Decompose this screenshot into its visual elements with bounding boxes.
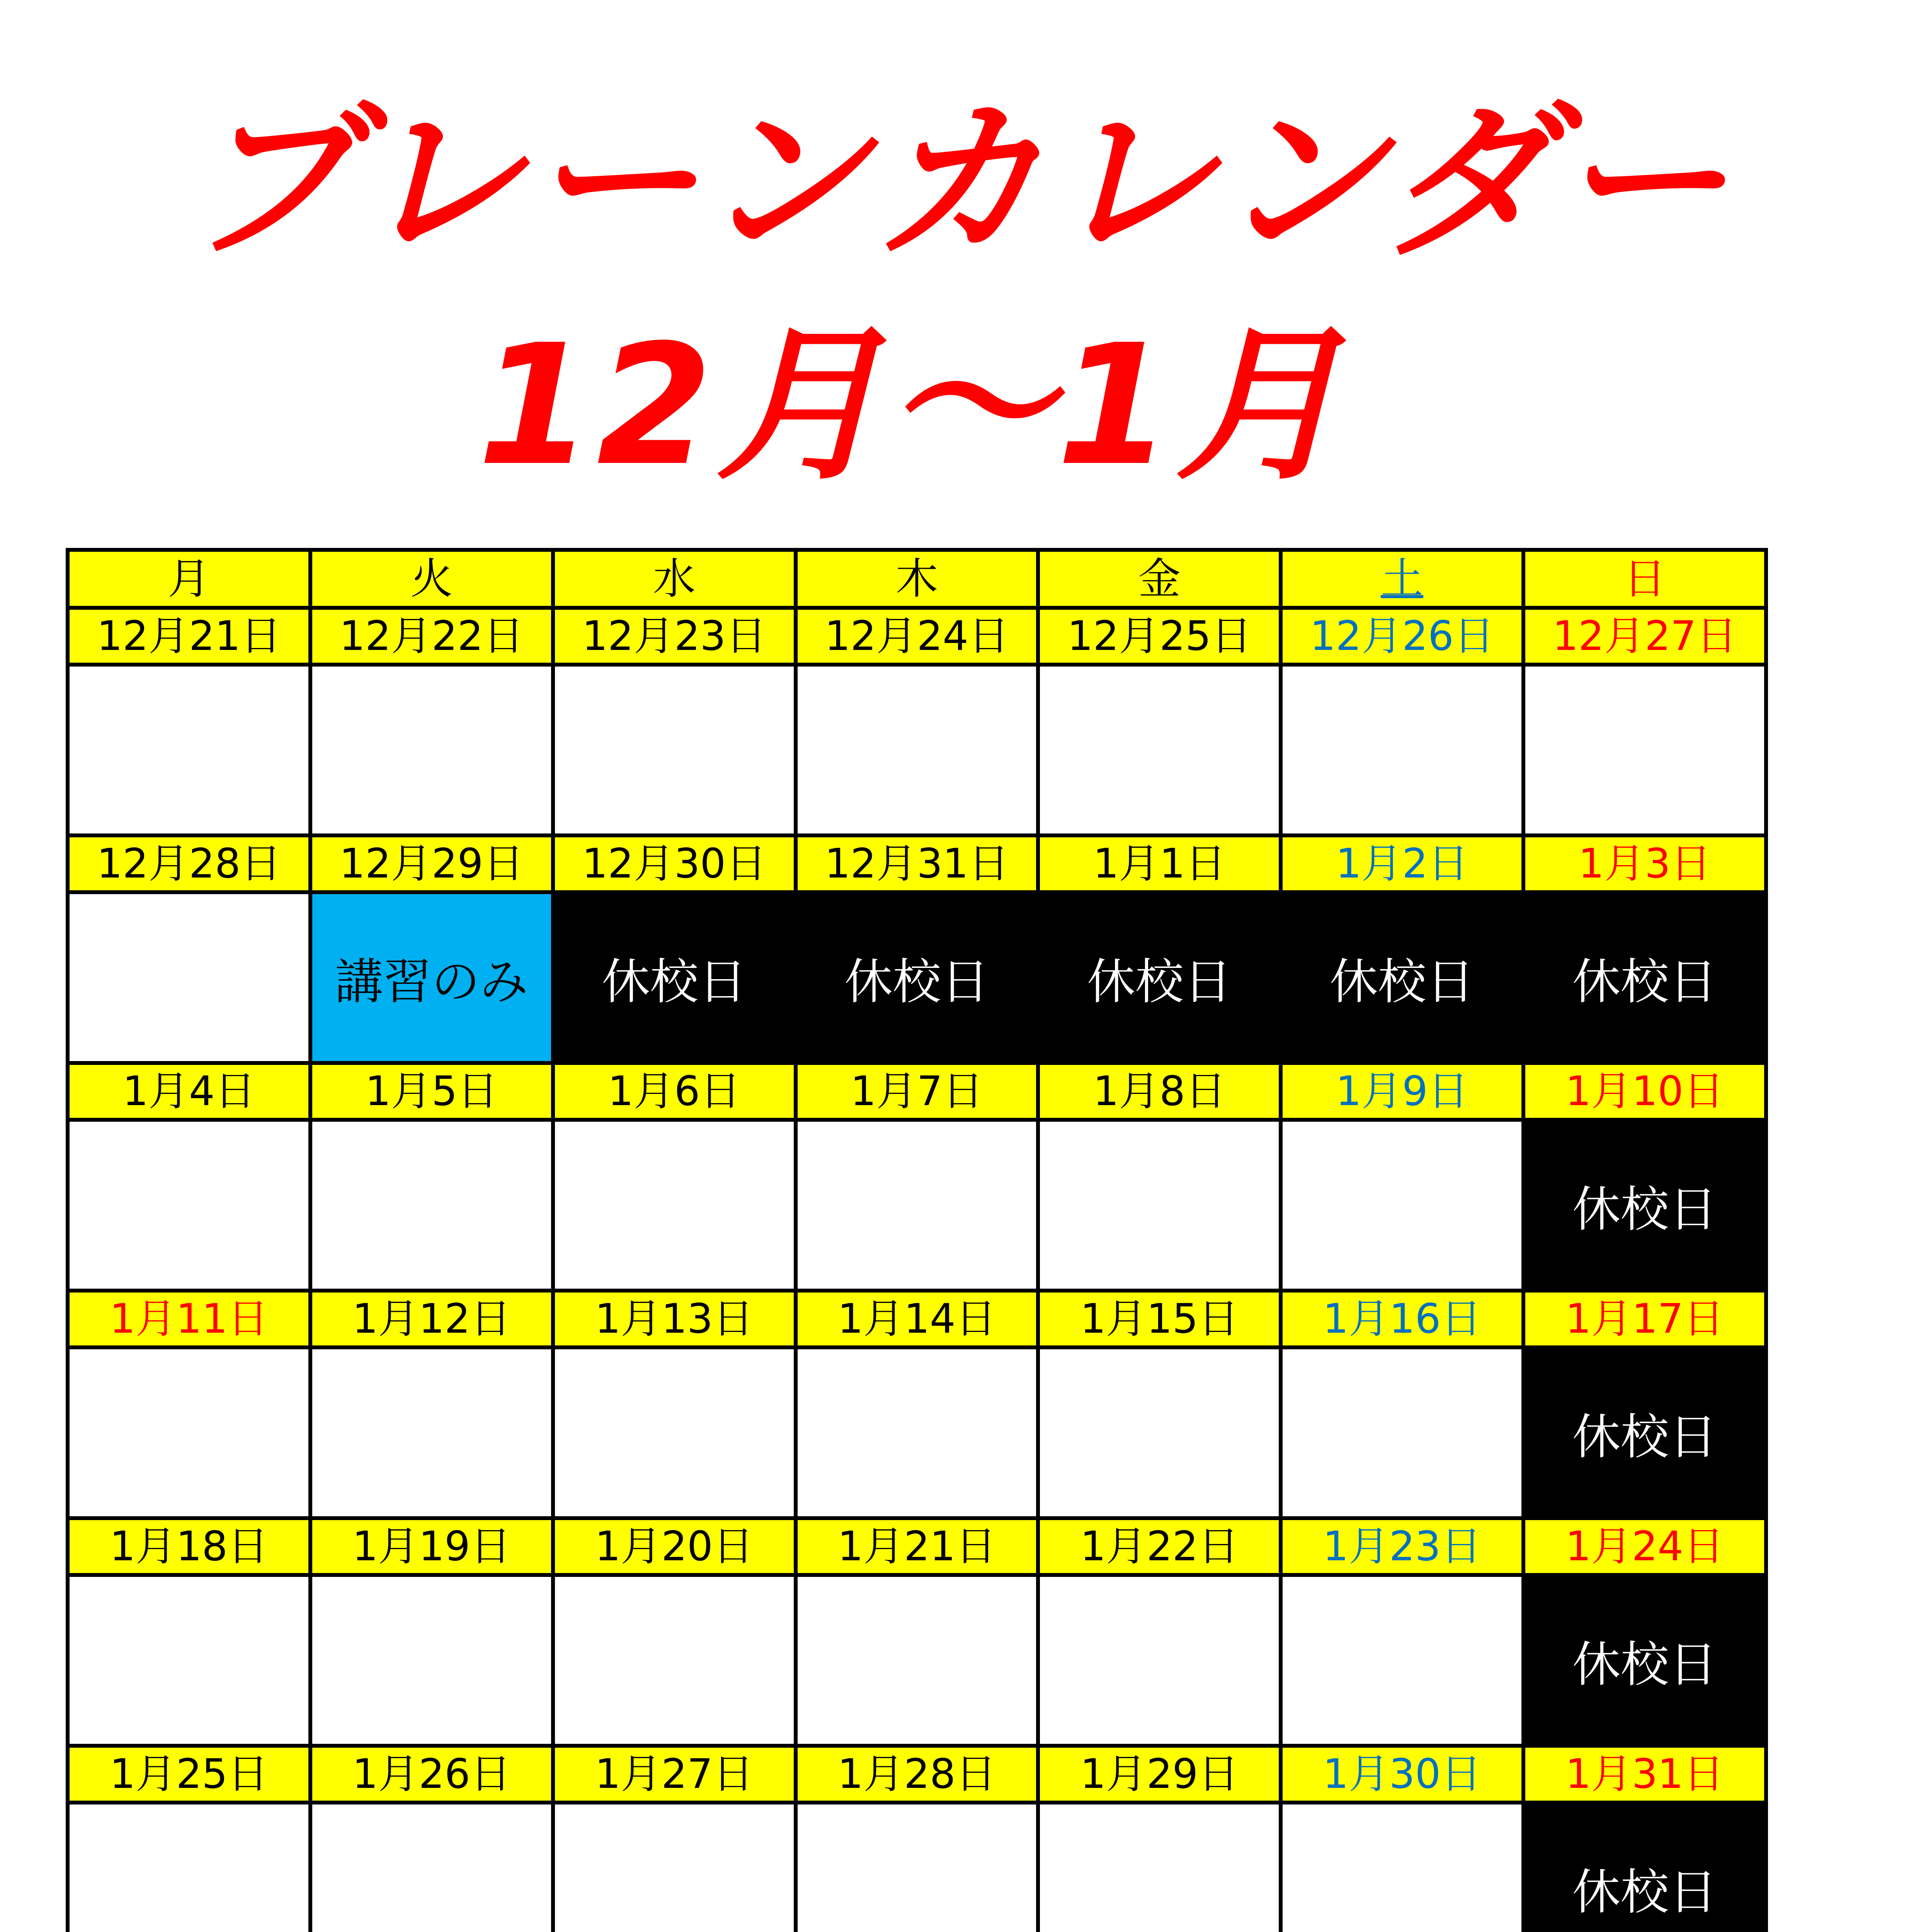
weekday-thu: 木 bbox=[796, 550, 1038, 608]
schedule-cell-sun bbox=[1523, 665, 1766, 835]
date-cell-sun: 1月31日 bbox=[1523, 1746, 1766, 1803]
schedule-cell-sat bbox=[1281, 1803, 1523, 1932]
schedule-row bbox=[68, 1575, 1766, 1746]
date-cell-thu: 1月21日 bbox=[796, 1518, 1038, 1575]
schedule-row bbox=[68, 1120, 1766, 1291]
weekday-wed: 水 bbox=[553, 550, 796, 608]
schedule-cell-sat bbox=[1281, 1575, 1523, 1746]
schedule-row bbox=[68, 892, 1766, 1063]
schedule-cell-thu bbox=[796, 665, 1038, 835]
date-cell-wed: 1月27日 bbox=[553, 1746, 796, 1803]
page-subtitle-period: 12月〜1月 bbox=[477, 309, 1346, 502]
date-cell-fri: 1月22日 bbox=[1038, 1518, 1281, 1575]
date-cell-sat: 12月26日 bbox=[1281, 608, 1523, 665]
schedule-cell-wed: 休校日 bbox=[553, 892, 796, 1063]
date-row bbox=[68, 1063, 1766, 1120]
date-cell-tue: 12月22日 bbox=[310, 608, 553, 665]
calendar-table bbox=[66, 548, 1768, 1932]
date-cell-tue: 1月5日 bbox=[310, 1063, 553, 1120]
schedule-cell-tue bbox=[310, 1803, 553, 1932]
schedule-cell-sun: 休校日 bbox=[1523, 1347, 1766, 1518]
date-cell-fri: 1月15日 bbox=[1038, 1291, 1281, 1347]
date-cell-tue: 12月29日 bbox=[310, 835, 553, 892]
weekday-tue: 火 bbox=[310, 550, 553, 608]
date-cell-mon: 1月4日 bbox=[68, 1063, 310, 1120]
schedule-cell-thu bbox=[796, 1803, 1038, 1932]
weekday-header-row bbox=[68, 550, 1766, 608]
date-cell-sun: 1月24日 bbox=[1523, 1518, 1766, 1575]
date-cell-sat: 1月2日 bbox=[1281, 835, 1523, 892]
weekday-sat: 土 bbox=[1281, 550, 1523, 608]
schedule-cell-sat: 休校日 bbox=[1281, 892, 1523, 1063]
date-cell-wed: 1月20日 bbox=[553, 1518, 796, 1575]
schedule-cell-fri bbox=[1038, 665, 1281, 835]
date-cell-thu: 1月7日 bbox=[796, 1063, 1038, 1120]
schedule-row bbox=[68, 665, 1766, 835]
schedule-cell-sun: 休校日 bbox=[1523, 1803, 1766, 1932]
schedule-cell-mon bbox=[68, 1347, 310, 1518]
schedule-cell-fri bbox=[1038, 1575, 1281, 1746]
date-cell-sun: 1月17日 bbox=[1523, 1291, 1766, 1347]
schedule-cell-fri: 休校日 bbox=[1038, 892, 1281, 1063]
date-cell-fri: 12月25日 bbox=[1038, 608, 1281, 665]
date-cell-sat: 1月16日 bbox=[1281, 1291, 1523, 1347]
schedule-row bbox=[68, 1347, 1766, 1518]
date-cell-tue: 1月19日 bbox=[310, 1518, 553, 1575]
date-cell-mon: 12月28日 bbox=[68, 835, 310, 892]
weekday-fri: 金 bbox=[1038, 550, 1281, 608]
date-cell-wed: 1月6日 bbox=[553, 1063, 796, 1120]
date-row bbox=[68, 1746, 1766, 1803]
date-cell-thu: 12月31日 bbox=[796, 835, 1038, 892]
schedule-cell-sat bbox=[1281, 1120, 1523, 1291]
schedule-cell-wed bbox=[553, 1575, 796, 1746]
schedule-cell-sun: 休校日 bbox=[1523, 1120, 1766, 1291]
date-cell-sun: 1月10日 bbox=[1523, 1063, 1766, 1120]
schedule-cell-mon bbox=[68, 1575, 310, 1746]
date-cell-thu: 1月14日 bbox=[796, 1291, 1038, 1347]
schedule-row bbox=[68, 1803, 1766, 1932]
schedule-cell-fri bbox=[1038, 1347, 1281, 1518]
schedule-cell-tue: 講習のみ bbox=[310, 892, 553, 1063]
schedule-cell-tue bbox=[310, 1120, 553, 1291]
schedule-cell-wed bbox=[553, 1347, 796, 1518]
date-row bbox=[68, 835, 1766, 892]
date-row bbox=[68, 608, 1766, 665]
schedule-cell-wed bbox=[553, 665, 796, 835]
date-cell-fri: 1月1日 bbox=[1038, 835, 1281, 892]
date-cell-mon: 12月21日 bbox=[68, 608, 310, 665]
date-cell-mon: 1月11日 bbox=[68, 1291, 310, 1347]
schedule-cell-tue bbox=[310, 665, 553, 835]
schedule-cell-thu bbox=[796, 1120, 1038, 1291]
schedule-cell-wed bbox=[553, 1120, 796, 1291]
schedule-cell-sun: 休校日 bbox=[1523, 1575, 1766, 1746]
schedule-cell-thu bbox=[796, 1347, 1038, 1518]
date-cell-fri: 1月29日 bbox=[1038, 1746, 1281, 1803]
date-cell-fri: 1月8日 bbox=[1038, 1063, 1281, 1120]
date-cell-sat: 1月23日 bbox=[1281, 1518, 1523, 1575]
page-title: ブレーンカレンダー bbox=[186, 83, 1730, 281]
date-cell-wed: 1月13日 bbox=[553, 1291, 796, 1347]
schedule-cell-mon bbox=[68, 892, 310, 1063]
schedule-cell-fri bbox=[1038, 1120, 1281, 1291]
schedule-cell-tue bbox=[310, 1575, 553, 1746]
date-row bbox=[68, 1291, 1766, 1347]
schedule-cell-mon bbox=[68, 665, 310, 835]
date-cell-wed: 12月30日 bbox=[553, 835, 796, 892]
schedule-cell-sat bbox=[1281, 665, 1523, 835]
date-cell-wed: 12月23日 bbox=[553, 608, 796, 665]
date-cell-sat: 1月9日 bbox=[1281, 1063, 1523, 1120]
weekday-sun: 日 bbox=[1523, 550, 1766, 608]
schedule-cell-thu bbox=[796, 1575, 1038, 1746]
date-cell-sun: 12月27日 bbox=[1523, 608, 1766, 665]
date-cell-tue: 1月12日 bbox=[310, 1291, 553, 1347]
schedule-cell-sun: 休校日 bbox=[1523, 892, 1766, 1063]
date-cell-mon: 1月18日 bbox=[68, 1518, 310, 1575]
date-cell-sat: 1月30日 bbox=[1281, 1746, 1523, 1803]
date-cell-sun: 1月3日 bbox=[1523, 835, 1766, 892]
date-cell-tue: 1月26日 bbox=[310, 1746, 553, 1803]
schedule-cell-wed bbox=[553, 1803, 796, 1932]
weekday-mon: 月 bbox=[68, 550, 310, 608]
date-cell-thu: 12月24日 bbox=[796, 608, 1038, 665]
schedule-cell-tue bbox=[310, 1347, 553, 1518]
date-cell-mon: 1月25日 bbox=[68, 1746, 310, 1803]
schedule-cell-sat bbox=[1281, 1347, 1523, 1518]
schedule-cell-mon bbox=[68, 1803, 310, 1932]
schedule-cell-fri bbox=[1038, 1803, 1281, 1932]
schedule-cell-thu: 休校日 bbox=[796, 892, 1038, 1063]
schedule-cell-mon bbox=[68, 1120, 310, 1291]
date-row bbox=[68, 1518, 1766, 1575]
date-cell-thu: 1月28日 bbox=[796, 1746, 1038, 1803]
